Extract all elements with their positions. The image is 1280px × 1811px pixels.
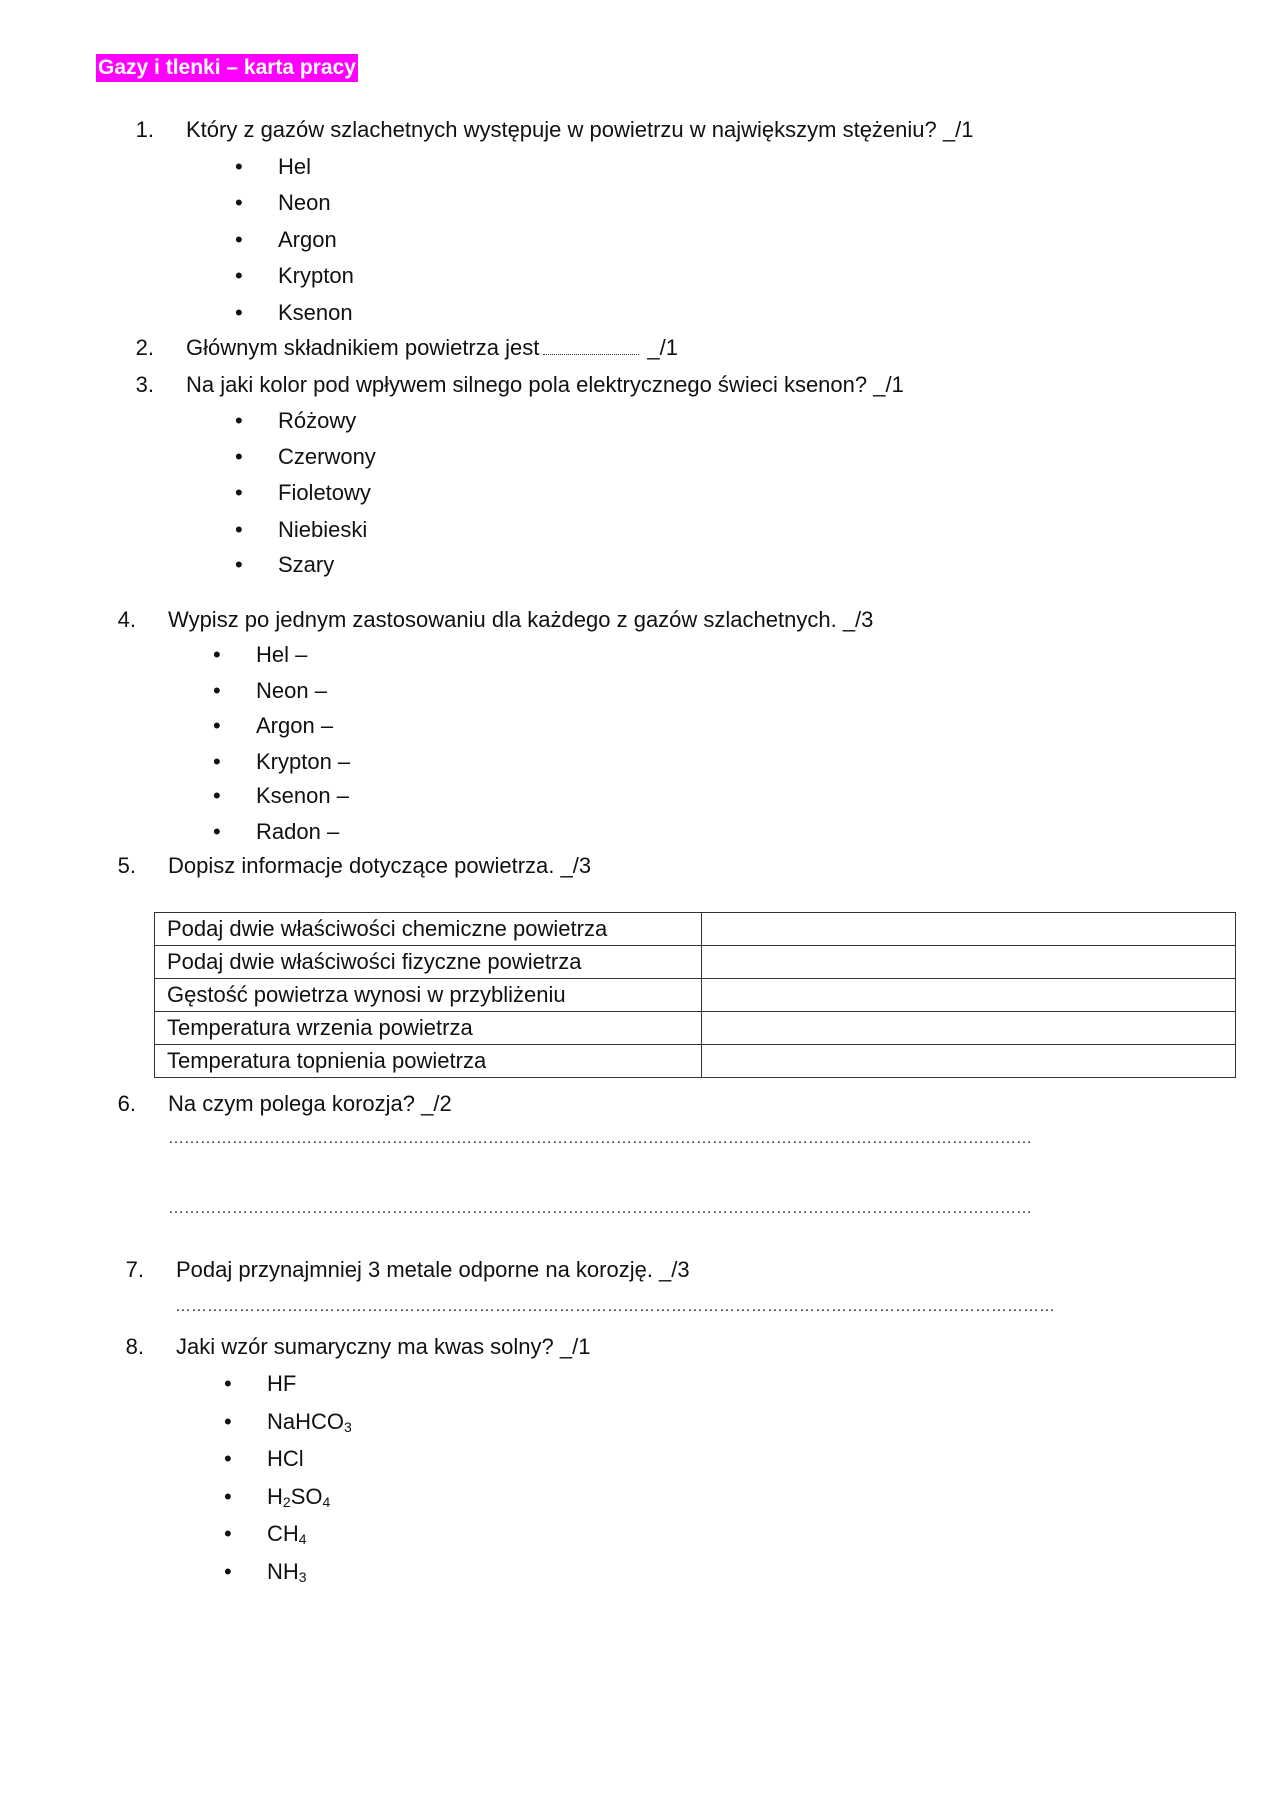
answer-cell[interactable]	[702, 913, 1236, 946]
bullet-icon: •	[235, 190, 243, 215]
row-label: Temperatura wrzenia powietrza	[155, 1012, 702, 1045]
table-row	[155, 979, 1236, 1012]
option-label: Argon	[278, 227, 337, 252]
row-label: Podaj dwie właściwości fizyczne powietrza	[155, 946, 702, 979]
option-label: Fioletowy	[278, 480, 371, 505]
formula-subscript: 3	[298, 1569, 307, 1585]
option-label: Ksenon –	[256, 783, 349, 808]
table-row	[155, 1012, 1236, 1045]
formula-label	[267, 1408, 352, 1441]
bullet-icon: •	[224, 1371, 232, 1396]
option-label: Czerwony	[278, 444, 376, 469]
question-text: Na jaki kolor pod wpływem silnego pola elektrycznego świeci ksenon? _/1	[186, 372, 904, 397]
bullet-icon: •	[235, 227, 243, 252]
answer-line[interactable]: ………………………………………………………………………………………………………………………………………………	[168, 1130, 1032, 1147]
formula-label	[267, 1370, 296, 1398]
formula-label	[267, 1445, 304, 1473]
option-label: Neon –	[256, 678, 327, 703]
option-label: Hel –	[256, 642, 308, 667]
formula-subscript: 4	[322, 1494, 331, 1510]
question-text: Na czym polega korozja? _/2	[168, 1091, 452, 1116]
option-label: Niebieski	[278, 517, 368, 542]
question-text: Wypisz po jednym zastosowaniu dla każdego z gazów szlachetnych. _/3	[168, 607, 874, 632]
question-number: 6.	[117, 1091, 136, 1116]
question-number: 2.	[135, 335, 154, 360]
answer-cell[interactable]	[702, 1045, 1236, 1078]
answer-cell[interactable]	[702, 1012, 1236, 1045]
option-label: Szary	[278, 552, 335, 577]
answer-cell[interactable]	[702, 979, 1236, 1012]
formula-subscript: 3	[344, 1419, 352, 1435]
formula-label	[267, 1483, 330, 1516]
formula-part: HF	[267, 1371, 297, 1396]
question-number: 7.	[125, 1257, 144, 1282]
bullet-icon: •	[235, 263, 243, 288]
bullet-icon: •	[235, 408, 243, 433]
option-label: Hel	[278, 154, 312, 179]
bullet-icon: •	[235, 480, 243, 505]
question-points: _/1	[647, 335, 678, 360]
answer-line[interactable]: ………………………………………………………………………………………………………………………………………………	[168, 1200, 1032, 1217]
bullet-icon: •	[224, 1446, 232, 1471]
question-number: 5.	[117, 853, 136, 878]
formula-part: CH	[267, 1521, 299, 1546]
bullet-icon: •	[235, 552, 243, 577]
formula-part: NH	[267, 1559, 299, 1584]
bullet-icon: •	[224, 1484, 232, 1509]
bullet-icon: •	[213, 642, 221, 667]
table-row	[155, 946, 1236, 979]
bullet-icon: •	[235, 444, 243, 469]
answer-cell[interactable]	[702, 946, 1236, 979]
bullet-icon: •	[235, 300, 243, 325]
option-label: Różowy	[278, 408, 357, 433]
question-text	[186, 334, 678, 362]
formula-label	[267, 1520, 307, 1553]
bullet-icon: •	[235, 154, 243, 179]
answer-blank[interactable]	[543, 336, 639, 355]
row-label: Gęstość powietrza wynosi w przybliżeniu	[155, 979, 702, 1012]
option-label: Ksenon	[278, 300, 353, 325]
question-text: Który z gazów szlachetnych występuje w powietrzu w największym stężeniu? _/1	[186, 117, 974, 142]
formula-part: H	[267, 1484, 283, 1509]
row-label: Temperatura topnienia powietrza	[155, 1045, 702, 1078]
question-number: 8.	[125, 1334, 144, 1359]
option-label: Krypton –	[256, 749, 351, 774]
option-label: Argon –	[256, 713, 334, 738]
question-number: 1.	[135, 117, 154, 142]
table-row	[155, 1045, 1236, 1078]
bullet-icon: •	[224, 1409, 232, 1434]
formula-part: SO	[290, 1484, 323, 1509]
answer-line[interactable]: …………………………………………………………………………………………………………………………………………………	[175, 1298, 1055, 1315]
question-text-before-blank: Głównym składnikiem powietrza jest	[186, 335, 540, 360]
question-text: Podaj przynajmniej 3 metale odporne na korozję. _/3	[176, 1257, 690, 1282]
table-row	[155, 913, 1236, 946]
worksheet-title: Gazy i tlenki – karta pracy	[96, 54, 358, 82]
question-number: 3.	[135, 372, 154, 397]
bullet-icon: •	[213, 783, 221, 808]
bullet-icon: •	[213, 678, 221, 703]
question-text: Jaki wzór sumaryczny ma kwas solny? _/1	[176, 1334, 591, 1359]
formula-subscript: 2	[282, 1494, 291, 1510]
formula-label	[267, 1558, 307, 1591]
question-number: 4.	[117, 607, 136, 632]
bullet-icon: •	[213, 749, 221, 774]
option-label: Krypton	[278, 263, 354, 288]
bullet-icon: •	[224, 1559, 232, 1584]
bullet-icon: •	[235, 517, 243, 542]
question-text: Dopisz informacje dotyczące powietrza. _/3	[168, 853, 592, 878]
formula-subscript: 4	[298, 1531, 307, 1547]
bullet-icon: •	[224, 1521, 232, 1546]
formula-part: NaHCO	[267, 1409, 345, 1434]
option-label: Radon –	[256, 819, 340, 844]
bullet-icon: •	[213, 713, 221, 738]
option-label: Neon	[278, 190, 331, 215]
formula-part: HCl	[267, 1446, 304, 1471]
row-label: Podaj dwie właściwości chemiczne powietrza	[155, 913, 702, 946]
air-properties-table	[154, 912, 1236, 1078]
bullet-icon: •	[213, 819, 221, 844]
